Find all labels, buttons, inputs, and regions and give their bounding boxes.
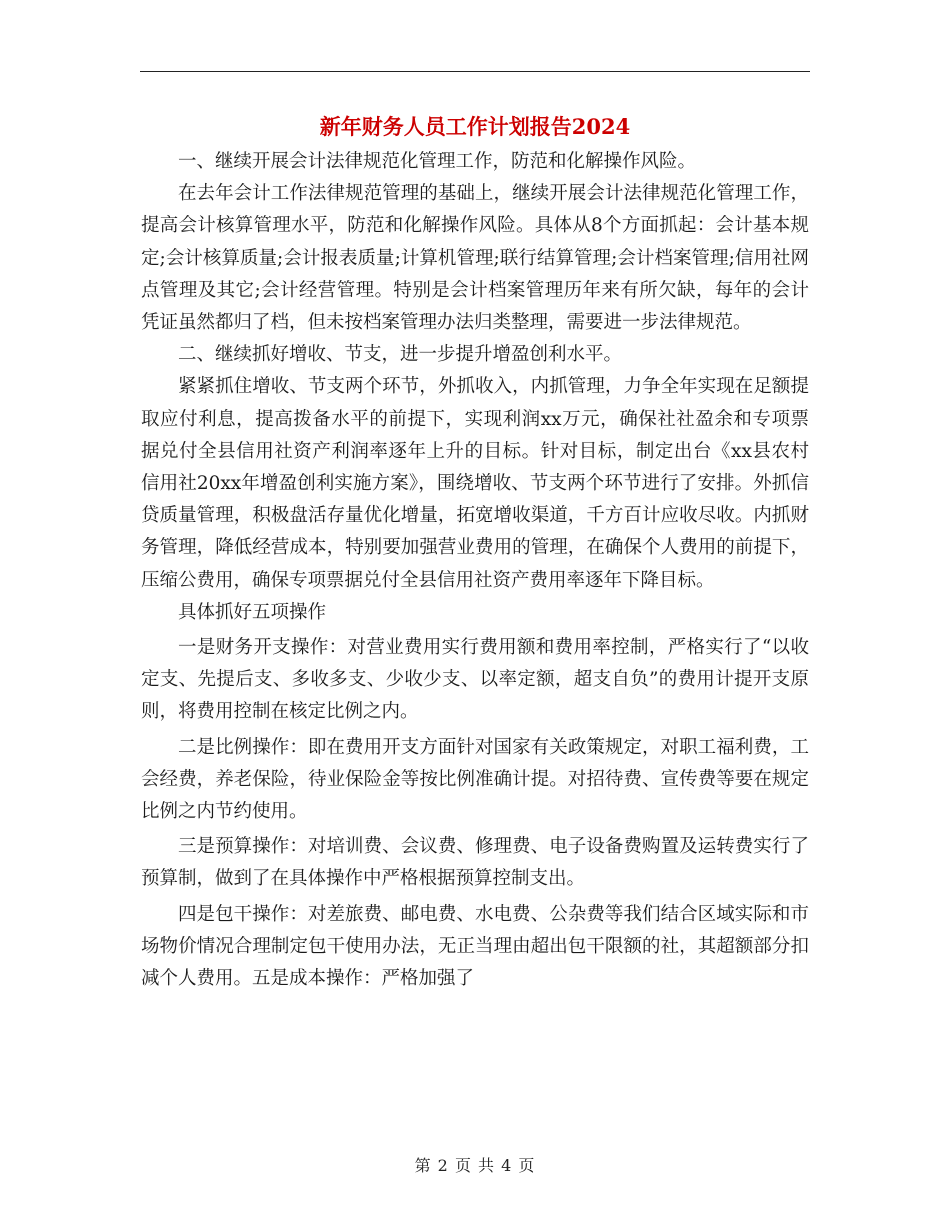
section-heading-1: 一、继续开展会计法律规范化管理工作，防范和化解操作风险。 xyxy=(178,151,697,172)
document-body xyxy=(141,146,809,995)
section-heading-2: 二、继续抓好增收、节支，进一步提升增盈创利水平。 xyxy=(178,344,623,366)
document-title: 新年财务人员工作计划报告2024 xyxy=(319,114,631,139)
header-rule xyxy=(140,71,810,72)
page-number: 第 2 页 共 4 页 xyxy=(414,1156,536,1175)
paragraph: 在去年会计工作法律规范管理的基础上，继续开展会计法律规范化管理工作，提高会计核算管理水平，防范和化解操作风险。具体从8个方面抓起：会计基本规定;会计核算质量;会计报表质量;计算机管理;联行结算管理;会计档案管理;信用社网点管理及其它;会计经营管理。特别是会计档案管理历年来有所欠缺，每年的会计凭证虽然都归了档，但未按档案管理办法归类整理，需要进一步法律规范。 xyxy=(141,183,809,334)
paragraph: 紧紧抓住增收、节支两个环节，外抓收入，内抓管理，力争全年实现在足额提取应付利息，提高拨备水平的前提下，实现利润xx万元，确保社社盈余和专项票据兑付全县信用社资产利润率逐年上升的目标。针对目标，制定出台《xx县农村信用社20xx年增盈创利实施方案》，围绕增收、节支两个环节进行了安排。外抓信贷质量管理，积极盘活存量优化增量，拓宽增收渠道，千方百计应收尽收。内抓财务管理，降低经营成本，特别要加强营业费用的管理，在确保个人费用的前提下，压缩公费用，确保专项票据兑付全县信用社资产费用率逐年下降目标。 xyxy=(141,376,809,591)
subheading: 具体抓好五项操作 xyxy=(178,601,327,623)
paragraph: 四是包干操作：对差旅费、邮电费、水电费、公杂费等我们结合区域实际和市场物价情况合理制定包干使用办法，无正当理由超出包干限额的社，其超额部分扣减个人费用。五是成本操作：严格加强了 xyxy=(141,903,809,990)
paragraph: 二是比例操作：即在费用开支方面针对国家有关政策规定，对职工福利费，工会经费，养老保险，待业保险金等按比例准确计提。对招待费、宣传费等要在规定比例之内节约使用。 xyxy=(141,736,809,823)
paragraph: 一是财务开支操作：对营业费用实行费用额和费用率控制，严格实行了“以收定支、先提后支、多收多支、少收少支、以率定额，超支自负”的费用计提开支原则，将费用控制在核定比例之内。 xyxy=(141,637,809,723)
paragraph: 三是预算操作：对培训费、会议费、修理费、电子设备费购置及运转费实行了预算制，做到了在具体操作中严格根据预算控制支出。 xyxy=(141,836,809,890)
